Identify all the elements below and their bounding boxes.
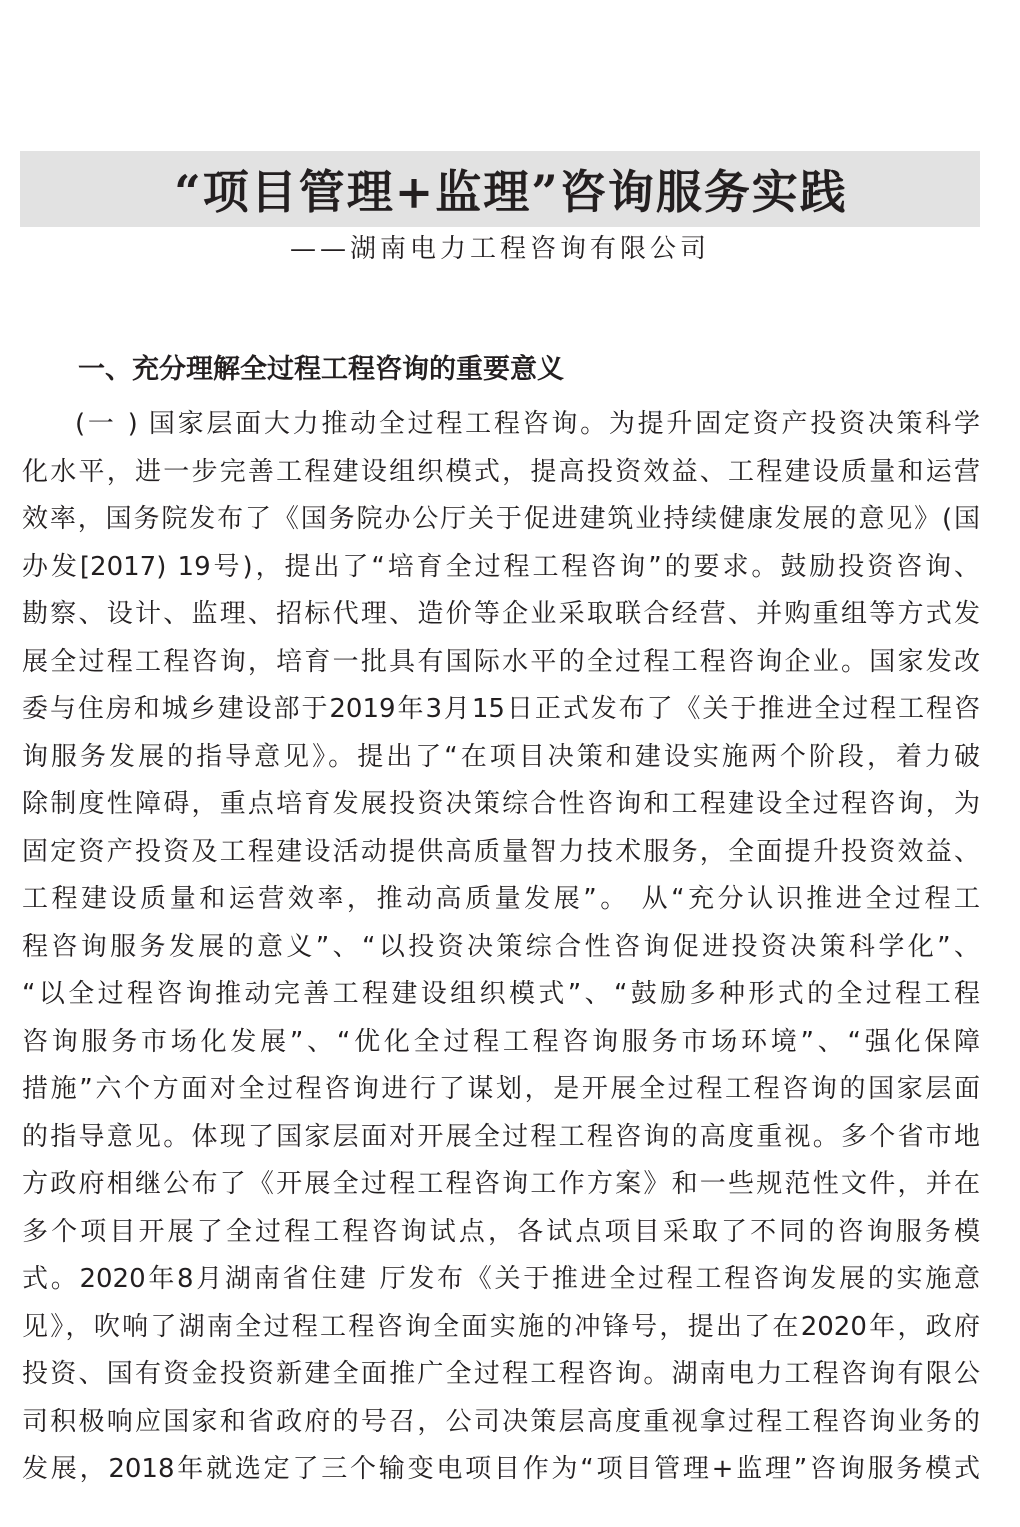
body-line: 咨询服务市场化发展”、“优化全过程工程咨询服务市场环境”、“强化保障 — [22, 1026, 980, 1057]
page-title: “项目管理+监理”咨询服务实践 — [174, 165, 848, 219]
section-heading: 一、充分理解全过程工程咨询的重要意义 — [78, 354, 564, 385]
body-line: 投资、国有资金投资新建全面推广全过程工程咨询。湖南电力工程咨询有限公 — [22, 1359, 980, 1389]
page-subtitle: ——湖南电力工程咨询有限公司 — [289, 234, 710, 264]
body-line: 询服务发展的指导意见》。提出了“在项目决策和建设实施两个阶段，着力破 — [22, 741, 980, 772]
body-line: 委与住房和城乡建设部于2019年3月15日正式发布了《关于推进全过程工程咨 — [22, 694, 980, 724]
body-line: 勘察、设计、监理、招标代理、造价等企业采取联合经营、并购重组等方式发 — [22, 599, 980, 629]
body-line: “以全过程咨询推动完善工程建设组织模式”、“鼓励多种形式的全过程工程 — [22, 979, 980, 1009]
body-line: (一 ) 国家层面大力推动全过程工程咨询。为提升固定资产投资决策科学 — [75, 409, 980, 439]
body-line: 工程建设质量和运营效率，推动高质量发展”。 从“充分认识推进全过程工 — [22, 884, 980, 914]
body-line: 程咨询服务发展的意义”、“以投资决策综合性咨询促进投资决策科学化”、 — [22, 931, 980, 962]
body-line: 效率，国务院发布了《国务院办公厅关于促进建筑业持续健康发展的意见》(国 — [22, 504, 980, 534]
body-line: 见》，吹响了湖南全过程工程咨询全面实施的冲锋号，提出了在2020年，政府 — [22, 1311, 980, 1342]
body-line: 的指导意见。体现了国家层面对开展全过程工程咨询的高度重视。多个省市地 — [22, 1121, 980, 1152]
body-line: 除制度性障碍，重点培育发展投资决策综合性咨询和工程建设全过程咨询，为 — [22, 789, 980, 819]
body-line: 固定资产投资及工程建设活动提供高质量智力技术服务，全面提升投资效益、 — [22, 836, 980, 867]
body-paragraph — [22, 401, 980, 1494]
body-line: 司积极响应国家和省政府的号召，公司决策层高度重视拿过程工程咨询业务的 — [22, 1406, 980, 1437]
title-band — [20, 151, 980, 227]
body-line: 方政府相继公布了《开展全过程工程咨询工作方案》和一些规范性文件，并在 — [22, 1169, 980, 1199]
body-line: 多个项目开展了全过程工程咨询试点，各试点项目采取了不同的咨询服务模 — [22, 1216, 980, 1247]
body-line: 发展，2018年就选定了三个输变电项目作为“项目管理+监理”咨询服务模式 — [22, 1454, 980, 1484]
body-line: 化水平，进一步完善工程建设组织模式，提高投资效益、工程建设质量和运营 — [22, 456, 980, 487]
body-line: 措施”六个方面对全过程咨询进行了谋划，是开展全过程工程咨询的国家层面 — [22, 1074, 980, 1104]
body-line: 办发[2017) 19号)，提出了“培育全过程工程咨询”的要求。鼓励投资咨询、 — [22, 551, 980, 582]
body-line: 展全过程工程咨询，培育一批具有国际水平的全过程工程咨询企业。国家发改 — [22, 646, 980, 677]
body-line: 式。2020年8月湖南省住建 厅发布《关于推进全过程工程咨询发展的实施意 — [22, 1264, 980, 1294]
